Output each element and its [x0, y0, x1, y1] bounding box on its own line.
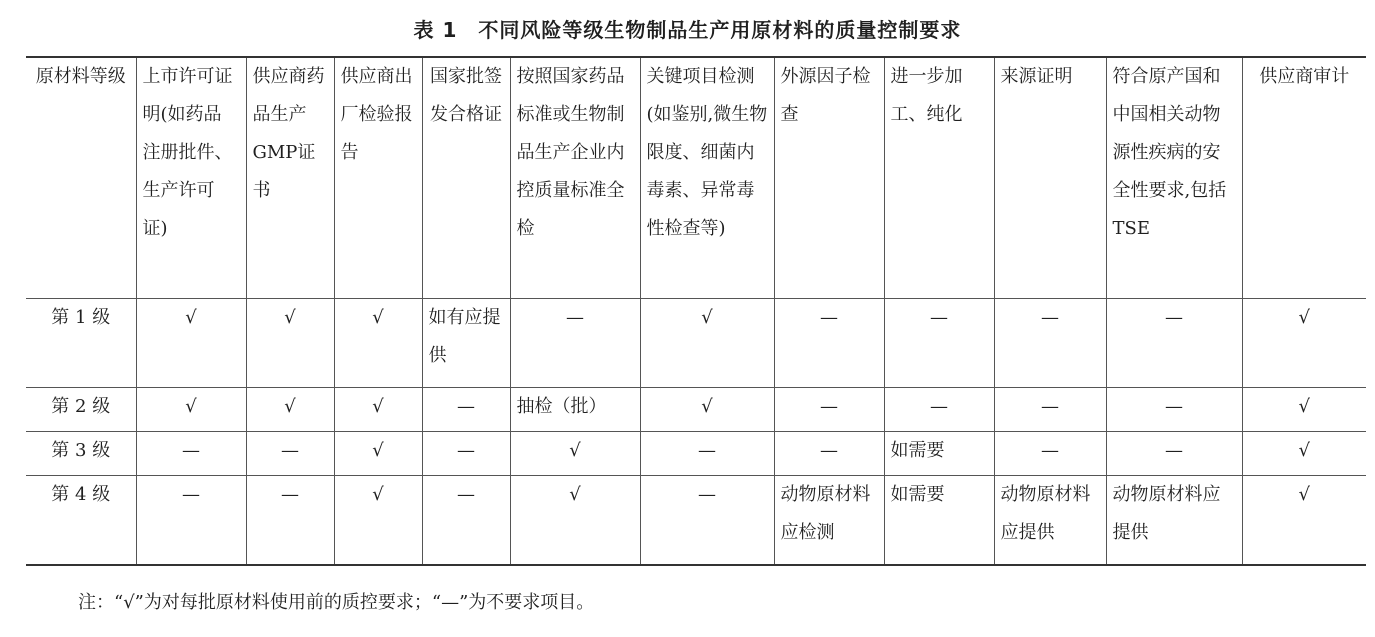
table-cell: 动物原材料应提供	[1106, 476, 1242, 566]
table-cell: √	[640, 388, 774, 432]
header-supplier-release-report: 供应商出厂检验报告	[334, 57, 422, 299]
table-cell: √	[1242, 388, 1366, 432]
table-cell: —	[422, 476, 510, 566]
header-adventitious-agents: 外源因子检查	[774, 57, 884, 299]
table-cell: √	[136, 299, 246, 388]
table-cell: —	[136, 476, 246, 566]
table-cell: √	[1242, 299, 1366, 388]
quality-control-table	[26, 56, 1366, 566]
table-cell: √	[136, 388, 246, 432]
table-cell: —	[422, 388, 510, 432]
table-cell: √	[334, 388, 422, 432]
table-cell: 如需要	[884, 432, 994, 476]
table-cell: —	[774, 432, 884, 476]
header-lot-release-certificate: 国家批签发合格证	[422, 57, 510, 299]
table-cell: 如需要	[884, 476, 994, 566]
table-cell: —	[422, 432, 510, 476]
header-key-item-testing: 关键项目检测(如鉴别,微生物限度、细菌内毒素、异常毒性检查等)	[640, 57, 774, 299]
table-cell: √	[334, 432, 422, 476]
table-cell: √	[334, 476, 422, 566]
table-cell: —	[640, 476, 774, 566]
header-further-processing: 进一步加工、纯化	[884, 57, 994, 299]
table-note: 注：“√”为对每批原材料使用前的质控要求；“—”为不要求项目。	[78, 592, 595, 613]
table-cell: √	[510, 432, 640, 476]
header-row	[26, 57, 1366, 299]
table-cell: 动物原材料应检测	[774, 476, 884, 566]
table-cell: √	[510, 476, 640, 566]
grade-cell: 第 1 级	[26, 299, 136, 388]
table-cell: √	[1242, 432, 1366, 476]
table-cell: —	[640, 432, 774, 476]
header-full-testing: 按照国家药品标准或生物制品生产企业内控质量标准全检	[510, 57, 640, 299]
table-cell: —	[246, 432, 334, 476]
grade-cell: 第 2 级	[26, 388, 136, 432]
table-cell: —	[774, 388, 884, 432]
table-row	[26, 432, 1366, 476]
table-row	[26, 476, 1366, 566]
table-cell: —	[1106, 432, 1242, 476]
table-cell: 抽检（批）	[510, 388, 640, 432]
header-source-certificate: 来源证明	[994, 57, 1106, 299]
table-cell: √	[334, 299, 422, 388]
table-cell: —	[994, 432, 1106, 476]
table-cell: √	[246, 388, 334, 432]
table-cell: √	[246, 299, 334, 388]
table-cell: —	[774, 299, 884, 388]
table-cell: —	[994, 299, 1106, 388]
table-cell: —	[1106, 299, 1242, 388]
header-supplier-gmp: 供应商药品生产 GMP证书	[246, 57, 334, 299]
table-cell: —	[994, 388, 1106, 432]
table-cell: 如有应提供	[422, 299, 510, 388]
table-cell: —	[1106, 388, 1242, 432]
table-cell: 动物原材料应提供	[994, 476, 1106, 566]
table-row	[26, 388, 1366, 432]
header-animal-safety: 符合原产国和中国相关动物源性疾病的安全性要求,包括TSE	[1106, 57, 1242, 299]
grade-cell: 第 4 级	[26, 476, 136, 566]
table-cell: √	[1242, 476, 1366, 566]
table-cell: —	[136, 432, 246, 476]
table-title: 表 1 不同风险等级生物制品生产用原材料的质量控制要求	[413, 18, 962, 42]
table-cell: —	[884, 388, 994, 432]
table-cell: √	[640, 299, 774, 388]
header-supplier-audit: 供应商审计	[1242, 57, 1366, 299]
grade-cell: 第 3 级	[26, 432, 136, 476]
table-cell: —	[884, 299, 994, 388]
table-cell: —	[246, 476, 334, 566]
table-row	[26, 299, 1366, 388]
table-cell: —	[510, 299, 640, 388]
header-material-grade: 原材料等级	[26, 57, 136, 299]
header-marketing-authorization: 上市许可证明(如药品注册批件、生产许可证)	[136, 57, 246, 299]
